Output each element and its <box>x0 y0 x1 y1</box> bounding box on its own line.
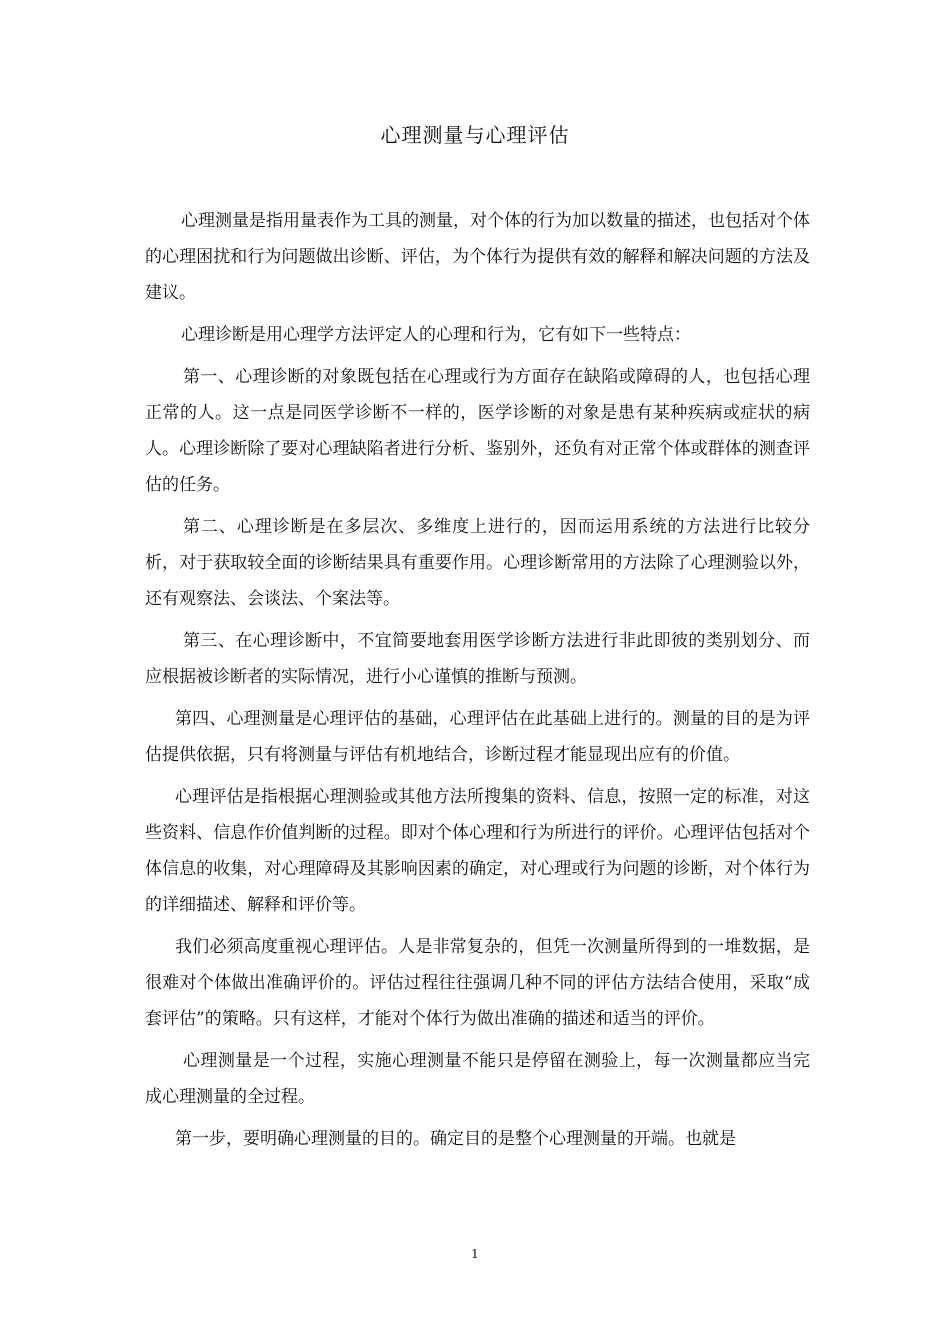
paragraph-9: 心理测量是一个过程，实施心理测量不能只是停留在测验上，每一次测量都应当完成心理测量的全过程。 <box>145 1051 810 1107</box>
paragraph-1: 心理测量是指用量表作为工具的测量，对个体的行为加以数量的描述，也包括对个体的心理困扰和行为问题做出诊断、评估，为个体行为提供有效的解释和解决问题的方法及建议。 <box>145 211 810 303</box>
paragraph-10: 第一步，要明确心理测量的目的。确定目的是整个心理测量的开端。也就是 <box>175 1129 736 1149</box>
document-body <box>145 203 810 1163</box>
paragraph-5: 第三、在心理诊断中，不宜简要地套用医学诊断方法进行非此即彼的类别划分、而应根据被诊断者的实际情况，进行小心谨慎的推断与预测。 <box>145 631 810 687</box>
paragraph-6: 第四、心理测量是心理评估的基础，心理评估在此基础上进行的。测量的目的是为评估提供依据，只有将测量与评估有机地结合，诊断过程才能显现出应有的价值。 <box>145 709 810 765</box>
paragraph-4: 第二、心理诊断是在多层次、多维度上进行的，因而运用系统的方法进行比较分析，对于获取较全面的诊断结果具有重要作用。心理诊断常用的方法除了心理测验以外，还有观察法、会谈法、个案法等。 <box>145 517 810 609</box>
paragraph-2: 心理诊断是用心理学方法评定人的心理和行为，它有如下一些特点： <box>181 325 691 345</box>
document-title: 心理测量与心理评估 <box>380 123 570 147</box>
paragraph-7: 心理评估是指根据心理测验或其他方法所搜集的资料、信息，按照一定的标准，对这些资料、信息作价值判断的过程。即对个体心理和行为所进行的评价。心理评估包括对个体信息的收集，对心理障碍及其影响因素的确定，对心理或行为问题的诊断，对个体行为的详细描述、解释和评价等。 <box>145 787 810 915</box>
page-number: 1 <box>471 1247 479 1261</box>
paragraph-8: 我们必须高度重视心理评估。人是非常复杂的，但凭一次测量所得到的一堆数据，是很难对个体做出准确评价的。评估过程往往强调几种不同的评估方法结合使用，采取“成套评估”的策略。只有这样，才能对个体行为做出准确的描述和适当的评价。 <box>145 937 810 1029</box>
paragraph-3: 第一、心理诊断的对象既包括在心理或行为方面存在缺陷或障碍的人，也包括心理正常的人。这一点是同医学诊断不一样的，医学诊断的对象是患有某种疾病或症状的病人。心理诊断除了要对心理缺陷者进行分析、鉴别外，还负有对正常个体或群体的测查评估的任务。 <box>145 367 810 495</box>
